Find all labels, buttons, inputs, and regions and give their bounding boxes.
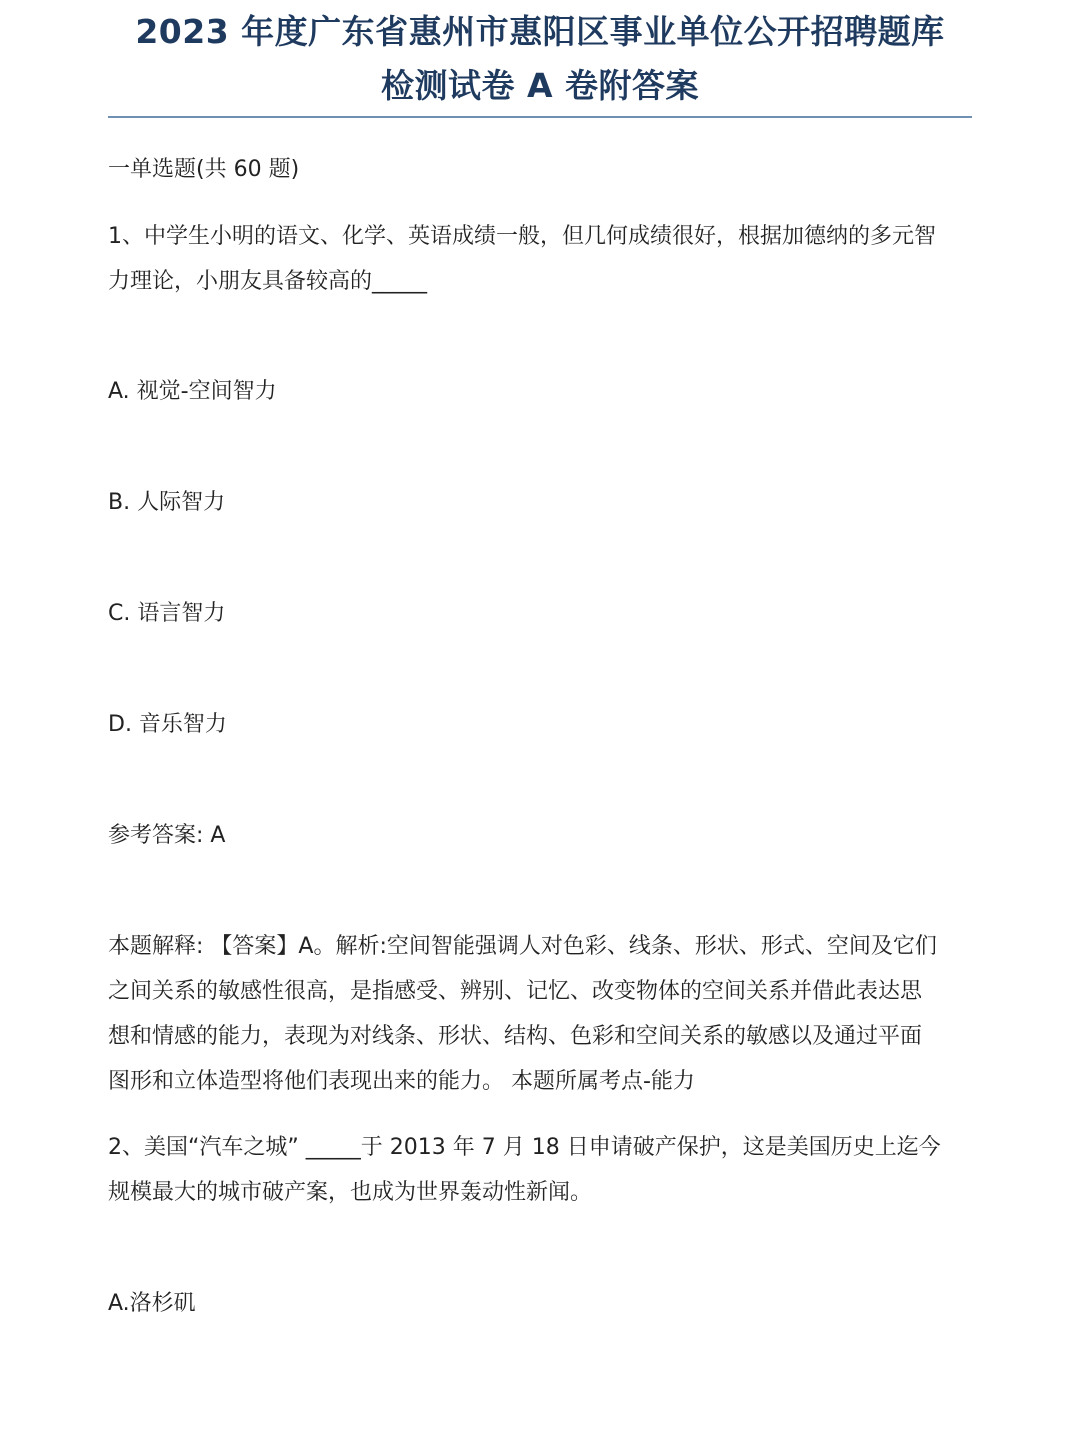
question-1-option-a: A. 视觉-空间智力 xyxy=(108,379,277,404)
question-1-stem-line-1: 1、中学生小明的语文、化学、英语成绩一般，但几何成绩很好，根据加德纳的多元智 xyxy=(108,224,936,249)
question-1-explanation-line-4: 图形和立体造型将他们表现出来的能力。 本题所属考点-能力 xyxy=(108,1069,695,1094)
question-1-answer: 参考答案: A xyxy=(108,823,226,848)
question-1-option-b: B. 人际智力 xyxy=(108,490,226,515)
question-1-option-d: D. 音乐智力 xyxy=(108,712,227,737)
question-2-stem-line-1: 2、美国“汽车之城” _____于 2013 年 7 月 18 日申请破产保护，这是美国历史上迄今 xyxy=(108,1135,941,1160)
question-1-stem-line-2: 力理论，小朋友具备较高的_____ xyxy=(108,269,428,294)
question-2-stem-line-2: 规模最大的城市破产案，也成为世界轰动性新闻。 xyxy=(108,1180,593,1205)
question-2-option-a: A.洛杉矶 xyxy=(108,1291,196,1316)
question-1-explanation-line-3: 想和情感的能力，表现为对线条、形状、结构、色彩和空间关系的敏感以及通过平面 xyxy=(108,1024,923,1049)
document-title-line-1: 2023 年度广东省惠州市惠阳区事业单位公开招聘题库 xyxy=(135,12,945,51)
question-1-option-c: C. 语言智力 xyxy=(108,601,226,626)
question-1-explanation-line-2: 之间关系的敏感性很高，是指感受、辨别、记忆、改变物体的空间关系并借此表达思 xyxy=(108,979,923,1004)
title-divider xyxy=(108,116,972,118)
section-heading: 一单选题(共 60 题) xyxy=(108,157,300,182)
question-1-explanation-line-1: 本题解释: 【答案】A。解析:空间智能强调人对色彩、线条、形状、形式、空间及它们 xyxy=(108,934,937,959)
document-title-line-2: 检测试卷 A 卷附答案 xyxy=(380,66,700,105)
